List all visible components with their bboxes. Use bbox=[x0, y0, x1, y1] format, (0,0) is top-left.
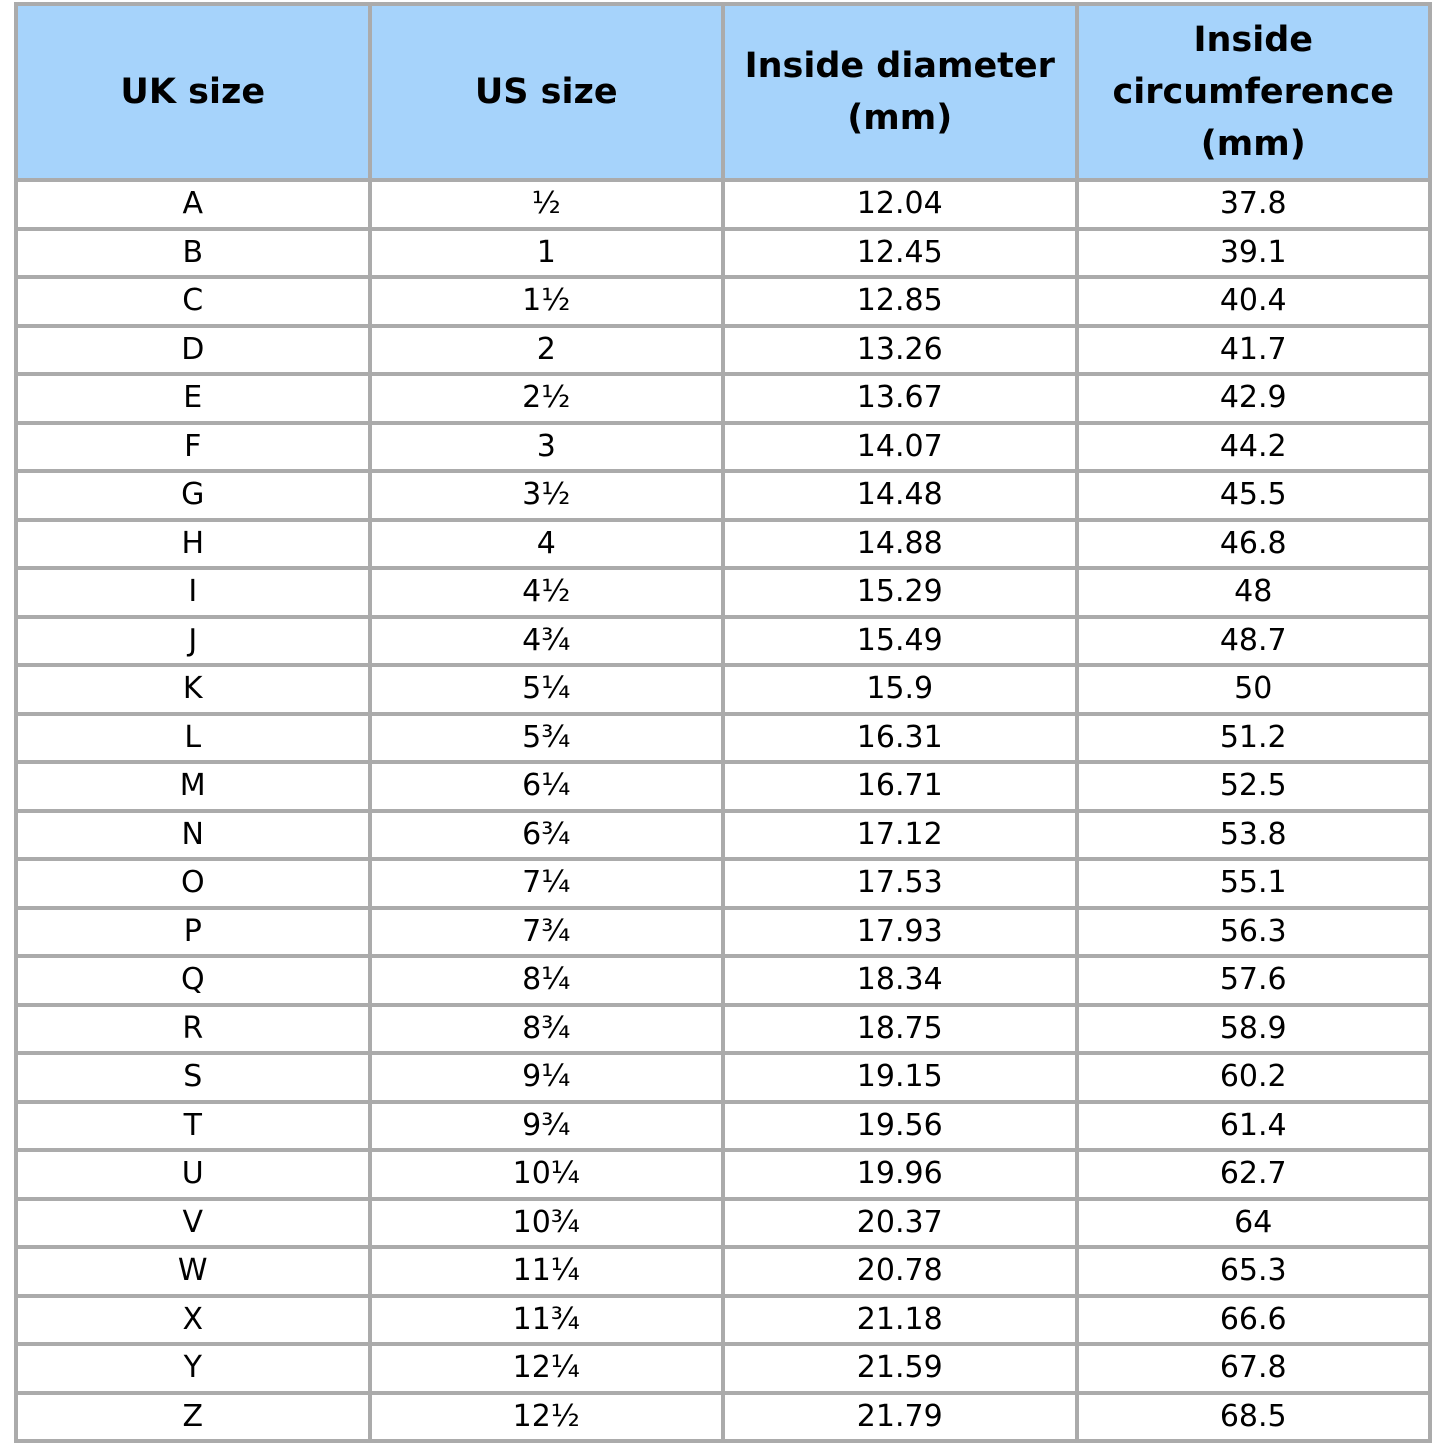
table-body bbox=[18, 182, 1432, 1443]
cell-inside-diameter: 20.78 bbox=[725, 1249, 1079, 1298]
cell-us-size: 11¼ bbox=[372, 1249, 726, 1298]
cell-inside-diameter: 19.56 bbox=[725, 1104, 1079, 1153]
cell-inside-circumference: 55.1 bbox=[1079, 861, 1433, 910]
cell-uk-size: V bbox=[18, 1201, 372, 1250]
cell-us-size: 12¼ bbox=[372, 1346, 726, 1395]
cell-uk-size: H bbox=[18, 522, 372, 571]
cell-inside-circumference: 57.6 bbox=[1079, 958, 1433, 1007]
cell-inside-diameter: 12.45 bbox=[725, 231, 1079, 280]
cell-uk-size: W bbox=[18, 1249, 372, 1298]
cell-inside-circumference: 46.8 bbox=[1079, 522, 1433, 571]
cell-inside-circumference: 41.7 bbox=[1079, 328, 1433, 377]
cell-us-size: 4½ bbox=[372, 570, 726, 619]
table-row bbox=[18, 1298, 1432, 1347]
cell-uk-size: C bbox=[18, 279, 372, 328]
cell-us-size: 6¼ bbox=[372, 764, 726, 813]
cell-uk-size: D bbox=[18, 328, 372, 377]
header-row bbox=[18, 6, 1432, 182]
cell-uk-size: O bbox=[18, 861, 372, 910]
table-row bbox=[18, 1152, 1432, 1201]
cell-uk-size: U bbox=[18, 1152, 372, 1201]
cell-us-size: 10¼ bbox=[372, 1152, 726, 1201]
cell-us-size: 5¾ bbox=[372, 716, 726, 765]
cell-uk-size: G bbox=[18, 473, 372, 522]
cell-inside-diameter: 13.67 bbox=[725, 376, 1079, 425]
cell-inside-circumference: 42.9 bbox=[1079, 376, 1433, 425]
cell-inside-diameter: 21.59 bbox=[725, 1346, 1079, 1395]
cell-uk-size: J bbox=[18, 619, 372, 668]
header-inside-circumference-line-3: (mm) bbox=[1200, 124, 1306, 164]
cell-uk-size: S bbox=[18, 1055, 372, 1104]
table-row bbox=[18, 570, 1432, 619]
table-row bbox=[18, 910, 1432, 959]
cell-uk-size: T bbox=[18, 1104, 372, 1153]
cell-uk-size: R bbox=[18, 1007, 372, 1056]
cell-us-size: 9¼ bbox=[372, 1055, 726, 1104]
cell-inside-circumference: 56.3 bbox=[1079, 910, 1433, 959]
cell-us-size: 3½ bbox=[372, 473, 726, 522]
cell-inside-diameter: 15.49 bbox=[725, 619, 1079, 668]
cell-uk-size: X bbox=[18, 1298, 372, 1347]
header-inside-circumference bbox=[1079, 6, 1433, 182]
cell-inside-circumference: 48 bbox=[1079, 570, 1433, 619]
table-row bbox=[18, 813, 1432, 862]
header-us-size-line: US size bbox=[474, 72, 618, 112]
cell-uk-size: N bbox=[18, 813, 372, 862]
cell-inside-circumference: 53.8 bbox=[1079, 813, 1433, 862]
cell-inside-diameter: 17.93 bbox=[725, 910, 1079, 959]
table-row bbox=[18, 425, 1432, 474]
cell-inside-diameter: 12.04 bbox=[725, 182, 1079, 231]
cell-inside-diameter: 21.18 bbox=[725, 1298, 1079, 1347]
cell-us-size: 5¼ bbox=[372, 667, 726, 716]
header-inside-circumference-line-1: Inside bbox=[1193, 20, 1314, 60]
cell-inside-circumference: 66.6 bbox=[1079, 1298, 1433, 1347]
cell-us-size: 9¾ bbox=[372, 1104, 726, 1153]
cell-inside-circumference: 52.5 bbox=[1079, 764, 1433, 813]
header-uk-size bbox=[18, 6, 372, 182]
cell-inside-circumference: 61.4 bbox=[1079, 1104, 1433, 1153]
table-row bbox=[18, 1201, 1432, 1250]
cell-us-size: 8¼ bbox=[372, 958, 726, 1007]
table-row bbox=[18, 376, 1432, 425]
cell-inside-circumference: 50 bbox=[1079, 667, 1433, 716]
cell-inside-diameter: 14.88 bbox=[725, 522, 1079, 571]
cell-us-size: 7¾ bbox=[372, 910, 726, 959]
cell-uk-size: P bbox=[18, 910, 372, 959]
cell-uk-size: L bbox=[18, 716, 372, 765]
table-row bbox=[18, 1346, 1432, 1395]
cell-inside-diameter: 18.75 bbox=[725, 1007, 1079, 1056]
cell-uk-size: I bbox=[18, 570, 372, 619]
table-row bbox=[18, 1249, 1432, 1298]
cell-inside-diameter: 13.26 bbox=[725, 328, 1079, 377]
header-inside-diameter bbox=[725, 6, 1079, 182]
header-us-size bbox=[372, 6, 726, 182]
cell-inside-circumference: 45.5 bbox=[1079, 473, 1433, 522]
cell-inside-circumference: 44.2 bbox=[1079, 425, 1433, 474]
cell-us-size: 3 bbox=[372, 425, 726, 474]
table-row bbox=[18, 522, 1432, 571]
cell-uk-size: M bbox=[18, 764, 372, 813]
cell-us-size: 10¾ bbox=[372, 1201, 726, 1250]
cell-uk-size: Z bbox=[18, 1395, 372, 1444]
cell-us-size: 2½ bbox=[372, 376, 726, 425]
cell-inside-diameter: 14.07 bbox=[725, 425, 1079, 474]
cell-us-size: 12½ bbox=[372, 1395, 726, 1444]
cell-inside-diameter: 15.9 bbox=[725, 667, 1079, 716]
ring-size-table bbox=[14, 2, 1432, 1443]
table-row bbox=[18, 1055, 1432, 1104]
cell-inside-diameter: 12.85 bbox=[725, 279, 1079, 328]
header-inside-diameter-line-1: Inside diameter bbox=[744, 46, 1055, 86]
cell-us-size: 4¾ bbox=[372, 619, 726, 668]
table-row bbox=[18, 182, 1432, 231]
cell-us-size: 11¾ bbox=[372, 1298, 726, 1347]
cell-inside-circumference: 40.4 bbox=[1079, 279, 1433, 328]
table-row bbox=[18, 716, 1432, 765]
cell-inside-diameter: 17.12 bbox=[725, 813, 1079, 862]
cell-uk-size: F bbox=[18, 425, 372, 474]
table-row bbox=[18, 328, 1432, 377]
table-row bbox=[18, 667, 1432, 716]
cell-us-size: 6¾ bbox=[372, 813, 726, 862]
cell-inside-circumference: 65.3 bbox=[1079, 1249, 1433, 1298]
cell-inside-circumference: 64 bbox=[1079, 1201, 1433, 1250]
table-row bbox=[18, 1007, 1432, 1056]
cell-inside-circumference: 68.5 bbox=[1079, 1395, 1433, 1444]
table-row bbox=[18, 1395, 1432, 1444]
header-inside-diameter-line-2: (mm) bbox=[847, 98, 953, 138]
table-row bbox=[18, 861, 1432, 910]
table-header bbox=[18, 6, 1432, 182]
header-inside-circumference-line-2: circumference bbox=[1112, 72, 1394, 112]
cell-us-size: 2 bbox=[372, 328, 726, 377]
table-row bbox=[18, 764, 1432, 813]
header-uk-size-line: UK size bbox=[120, 72, 266, 112]
cell-inside-circumference: 60.2 bbox=[1079, 1055, 1433, 1104]
cell-inside-circumference: 51.2 bbox=[1079, 716, 1433, 765]
cell-inside-circumference: 39.1 bbox=[1079, 231, 1433, 280]
cell-us-size: 1 bbox=[372, 231, 726, 280]
cell-uk-size: Y bbox=[18, 1346, 372, 1395]
cell-inside-diameter: 21.79 bbox=[725, 1395, 1079, 1444]
table-row bbox=[18, 231, 1432, 280]
table-row bbox=[18, 619, 1432, 668]
cell-uk-size: Q bbox=[18, 958, 372, 1007]
table-row bbox=[18, 958, 1432, 1007]
table-row bbox=[18, 1104, 1432, 1153]
cell-inside-circumference: 62.7 bbox=[1079, 1152, 1433, 1201]
cell-inside-diameter: 19.96 bbox=[725, 1152, 1079, 1201]
cell-inside-diameter: 14.48 bbox=[725, 473, 1079, 522]
cell-inside-circumference: 48.7 bbox=[1079, 619, 1433, 668]
cell-inside-diameter: 16.71 bbox=[725, 764, 1079, 813]
cell-inside-diameter: 15.29 bbox=[725, 570, 1079, 619]
cell-us-size: 4 bbox=[372, 522, 726, 571]
cell-inside-diameter: 18.34 bbox=[725, 958, 1079, 1007]
table-row bbox=[18, 473, 1432, 522]
cell-inside-circumference: 67.8 bbox=[1079, 1346, 1433, 1395]
cell-us-size: ½ bbox=[372, 182, 726, 231]
cell-inside-diameter: 20.37 bbox=[725, 1201, 1079, 1250]
cell-uk-size: B bbox=[18, 231, 372, 280]
cell-inside-diameter: 16.31 bbox=[725, 716, 1079, 765]
cell-inside-circumference: 37.8 bbox=[1079, 182, 1433, 231]
cell-uk-size: E bbox=[18, 376, 372, 425]
cell-inside-diameter: 17.53 bbox=[725, 861, 1079, 910]
cell-uk-size: A bbox=[18, 182, 372, 231]
cell-uk-size: K bbox=[18, 667, 372, 716]
cell-us-size: 8¾ bbox=[372, 1007, 726, 1056]
cell-inside-diameter: 19.15 bbox=[725, 1055, 1079, 1104]
table-row bbox=[18, 279, 1432, 328]
cell-us-size: 1½ bbox=[372, 279, 726, 328]
cell-inside-circumference: 58.9 bbox=[1079, 1007, 1433, 1056]
cell-us-size: 7¼ bbox=[372, 861, 726, 910]
